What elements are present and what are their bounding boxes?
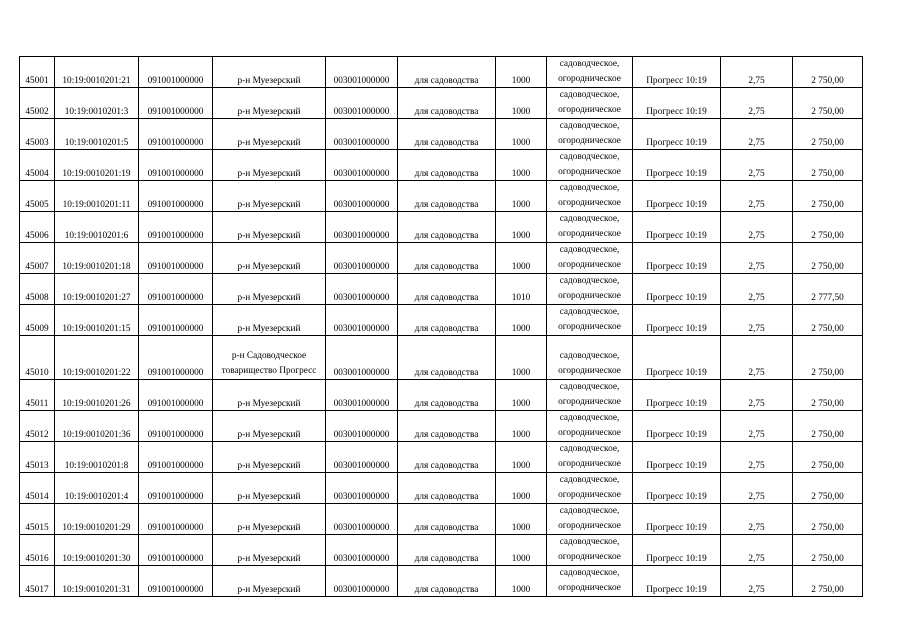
cell-record-number: 45005 bbox=[20, 181, 55, 212]
cell-permitted-use: для садоводства bbox=[398, 150, 496, 181]
cell-record-number: 45003 bbox=[20, 119, 55, 150]
cell-category-code: 003001000000 bbox=[326, 119, 398, 150]
table-row bbox=[20, 150, 863, 181]
use-type-line-2: огородническое bbox=[558, 290, 621, 301]
cell-record-number: 45001 bbox=[20, 57, 55, 88]
cell-amount: 2 750,00 bbox=[793, 57, 863, 88]
cell-category-code: 003001000000 bbox=[326, 442, 398, 473]
cell-permitted-use: для садоводства bbox=[398, 119, 496, 150]
use-type-line-2: огородническое bbox=[558, 458, 621, 469]
cell-permitted-use: для садоводства bbox=[398, 411, 496, 442]
cell-cadastral-number: 10:19:0010201:36 bbox=[55, 411, 139, 442]
table-row bbox=[20, 305, 863, 336]
cell-location: р-н Муезерский bbox=[213, 212, 326, 243]
cell-use-type bbox=[547, 305, 633, 336]
use-type-line-1: садоводческое, bbox=[559, 537, 620, 547]
table-row bbox=[20, 473, 863, 504]
cell-category-code: 003001000000 bbox=[326, 150, 398, 181]
cell-rate: 2,75 bbox=[721, 181, 793, 212]
cell-location: р-н Муезерский bbox=[213, 473, 326, 504]
cell-location: р-н Муезерский bbox=[213, 181, 326, 212]
cell-record-number: 45014 bbox=[20, 473, 55, 504]
cell-cadastral-number: 10:19:0010201:6 bbox=[55, 212, 139, 243]
cell-category-code: 003001000000 bbox=[326, 504, 398, 535]
cell-location: р-н Садоводческое товарищество Прогресс bbox=[213, 336, 326, 380]
cell-permitted-use: для садоводства bbox=[398, 380, 496, 411]
cell-area: 1000 bbox=[496, 212, 547, 243]
cell-permitted-use: для садоводства bbox=[398, 305, 496, 336]
cell-okato-code: 091001000000 bbox=[139, 336, 213, 380]
cell-association: Прогресс 10:19 bbox=[633, 274, 721, 305]
cell-okato-code: 091001000000 bbox=[139, 57, 213, 88]
table-row bbox=[20, 88, 863, 119]
cell-cadastral-number: 10:19:0010201:29 bbox=[55, 504, 139, 535]
cell-use-type bbox=[547, 380, 633, 411]
cell-okato-code: 091001000000 bbox=[139, 150, 213, 181]
cell-cadastral-number: 10:19:0010201:8 bbox=[55, 442, 139, 473]
land-registry-table bbox=[19, 56, 863, 597]
cell-area: 1000 bbox=[496, 566, 547, 597]
cell-permitted-use: для садоводства bbox=[398, 274, 496, 305]
cell-use-type bbox=[547, 88, 633, 119]
use-type-line-1: садоводческое, bbox=[559, 183, 620, 193]
use-type-line-1: садоводческое, bbox=[559, 307, 620, 317]
use-type-line-1: садоводческое, bbox=[559, 121, 620, 131]
cell-okato-code: 091001000000 bbox=[139, 305, 213, 336]
cell-association: Прогресс 10:19 bbox=[633, 442, 721, 473]
cell-category-code: 003001000000 bbox=[326, 274, 398, 305]
cell-amount: 2 750,00 bbox=[793, 212, 863, 243]
cell-use-type bbox=[547, 442, 633, 473]
use-type-line-2: огородническое bbox=[558, 135, 621, 146]
cell-rate: 2,75 bbox=[721, 380, 793, 411]
table-row bbox=[20, 504, 863, 535]
cell-amount: 2 750,00 bbox=[793, 473, 863, 504]
table-row bbox=[20, 535, 863, 566]
cell-okato-code: 091001000000 bbox=[139, 442, 213, 473]
cell-use-type bbox=[547, 411, 633, 442]
use-type-line-2: огородническое bbox=[558, 259, 621, 270]
use-type-line-1: садоводческое, bbox=[559, 152, 620, 162]
cell-okato-code: 091001000000 bbox=[139, 274, 213, 305]
cell-okato-code: 091001000000 bbox=[139, 535, 213, 566]
cell-okato-code: 091001000000 bbox=[139, 212, 213, 243]
cell-permitted-use: для садоводства bbox=[398, 504, 496, 535]
cell-cadastral-number: 10:19:0010201:5 bbox=[55, 119, 139, 150]
cell-location: р-н Муезерский bbox=[213, 57, 326, 88]
cell-okato-code: 091001000000 bbox=[139, 243, 213, 274]
cell-category-code: 003001000000 bbox=[326, 57, 398, 88]
cell-cadastral-number: 10:19:0010201:18 bbox=[55, 243, 139, 274]
use-type-line-1: садоводческое, bbox=[559, 444, 620, 454]
use-type-line-2: огородническое bbox=[558, 104, 621, 115]
cell-location: р-н Муезерский bbox=[213, 566, 326, 597]
cell-okato-code: 091001000000 bbox=[139, 411, 213, 442]
use-type-line-1: садоводческое, bbox=[559, 214, 620, 224]
cell-cadastral-number: 10:19:0010201:21 bbox=[55, 57, 139, 88]
cell-area: 1000 bbox=[496, 88, 547, 119]
cell-record-number: 45002 bbox=[20, 88, 55, 119]
cell-amount: 2 750,00 bbox=[793, 566, 863, 597]
cell-location: р-н Муезерский bbox=[213, 442, 326, 473]
cell-cadastral-number: 10:19:0010201:31 bbox=[55, 566, 139, 597]
cell-permitted-use: для садоводства bbox=[398, 88, 496, 119]
cell-amount: 2 750,00 bbox=[793, 243, 863, 274]
cell-permitted-use: для садоводства bbox=[398, 473, 496, 504]
cell-cadastral-number: 10:19:0010201:19 bbox=[55, 150, 139, 181]
cell-category-code: 003001000000 bbox=[326, 566, 398, 597]
cell-okato-code: 091001000000 bbox=[139, 566, 213, 597]
cell-use-type bbox=[547, 57, 633, 88]
cell-permitted-use: для садоводства bbox=[398, 566, 496, 597]
table-body bbox=[20, 57, 863, 597]
cell-area: 1000 bbox=[496, 411, 547, 442]
cell-association: Прогресс 10:19 bbox=[633, 535, 721, 566]
cell-amount: 2 750,00 bbox=[793, 336, 863, 380]
use-type-line-2: огородническое bbox=[558, 520, 621, 531]
cell-use-type bbox=[547, 566, 633, 597]
cell-cadastral-number: 10:19:0010201:11 bbox=[55, 181, 139, 212]
cell-location: р-н Муезерский bbox=[213, 274, 326, 305]
table-row bbox=[20, 181, 863, 212]
use-type-line-1: садоводческое, bbox=[559, 90, 620, 100]
cell-location: р-н Муезерский bbox=[213, 243, 326, 274]
cell-record-number: 45009 bbox=[20, 305, 55, 336]
cell-okato-code: 091001000000 bbox=[139, 181, 213, 212]
use-type-line-1: садоводческое, bbox=[559, 382, 620, 392]
cell-amount: 2 750,00 bbox=[793, 535, 863, 566]
cell-rate: 2,75 bbox=[721, 243, 793, 274]
cell-record-number: 45013 bbox=[20, 442, 55, 473]
cell-location: р-н Муезерский bbox=[213, 535, 326, 566]
cell-area: 1000 bbox=[496, 535, 547, 566]
table-row bbox=[20, 119, 863, 150]
use-type-line-1: садоводческое, bbox=[559, 506, 620, 516]
cell-rate: 2,75 bbox=[721, 336, 793, 380]
use-type-line-1: садоводческое, bbox=[559, 568, 620, 578]
cell-amount: 2 750,00 bbox=[793, 181, 863, 212]
cell-rate: 2,75 bbox=[721, 473, 793, 504]
use-type-line-1: садоводческое, bbox=[559, 245, 620, 255]
cell-permitted-use: для садоводства bbox=[398, 336, 496, 380]
cell-permitted-use: для садоводства bbox=[398, 181, 496, 212]
cell-okato-code: 091001000000 bbox=[139, 473, 213, 504]
use-type-line-2: огородническое bbox=[558, 166, 621, 177]
table-row bbox=[20, 57, 863, 88]
cell-category-code: 003001000000 bbox=[326, 380, 398, 411]
cell-area: 1000 bbox=[496, 181, 547, 212]
cell-location: р-н Муезерский bbox=[213, 88, 326, 119]
cell-permitted-use: для садоводства bbox=[398, 243, 496, 274]
cell-location: р-н Муезерский bbox=[213, 150, 326, 181]
cell-record-number: 45004 bbox=[20, 150, 55, 181]
use-type-line-2: огородническое bbox=[558, 365, 621, 376]
cell-category-code: 003001000000 bbox=[326, 243, 398, 274]
cell-category-code: 003001000000 bbox=[326, 212, 398, 243]
table-row bbox=[20, 212, 863, 243]
cell-association: Прогресс 10:19 bbox=[633, 88, 721, 119]
cell-category-code: 003001000000 bbox=[326, 181, 398, 212]
cell-okato-code: 091001000000 bbox=[139, 504, 213, 535]
cell-location: р-н Муезерский bbox=[213, 305, 326, 336]
cell-rate: 2,75 bbox=[721, 442, 793, 473]
cell-cadastral-number: 10:19:0010201:15 bbox=[55, 305, 139, 336]
cell-permitted-use: для садоводства bbox=[398, 442, 496, 473]
cell-area: 1000 bbox=[496, 305, 547, 336]
use-type-line-2: огородническое bbox=[558, 396, 621, 407]
cell-association: Прогресс 10:19 bbox=[633, 243, 721, 274]
cell-rate: 2,75 bbox=[721, 305, 793, 336]
cell-record-number: 45012 bbox=[20, 411, 55, 442]
cell-rate: 2,75 bbox=[721, 411, 793, 442]
cell-association: Прогресс 10:19 bbox=[633, 336, 721, 380]
cell-rate: 2,75 bbox=[721, 150, 793, 181]
use-type-line-1: садоводческое, bbox=[559, 413, 620, 423]
cell-rate: 2,75 bbox=[721, 274, 793, 305]
use-type-line-1: садоводческое, bbox=[559, 351, 620, 361]
cell-record-number: 45016 bbox=[20, 535, 55, 566]
table-row bbox=[20, 274, 863, 305]
cell-amount: 2 750,00 bbox=[793, 119, 863, 150]
cell-association: Прогресс 10:19 bbox=[633, 57, 721, 88]
cell-rate: 2,75 bbox=[721, 212, 793, 243]
cell-okato-code: 091001000000 bbox=[139, 119, 213, 150]
use-type-line-2: огородническое bbox=[558, 228, 621, 239]
cell-record-number: 45006 bbox=[20, 212, 55, 243]
cell-association: Прогресс 10:19 bbox=[633, 411, 721, 442]
cell-area: 1000 bbox=[496, 473, 547, 504]
use-type-line-2: огородническое bbox=[558, 551, 621, 562]
cell-category-code: 003001000000 bbox=[326, 535, 398, 566]
cell-use-type bbox=[547, 274, 633, 305]
cell-association: Прогресс 10:19 bbox=[633, 473, 721, 504]
table-row bbox=[20, 243, 863, 274]
cell-area: 1000 bbox=[496, 380, 547, 411]
cell-record-number: 45011 bbox=[20, 380, 55, 411]
cell-permitted-use: для садоводства bbox=[398, 535, 496, 566]
cell-cadastral-number: 10:19:0010201:26 bbox=[55, 380, 139, 411]
use-type-line-1: садоводческое, bbox=[559, 475, 620, 485]
cell-area: 1000 bbox=[496, 504, 547, 535]
cell-location: р-н Муезерский bbox=[213, 504, 326, 535]
use-type-line-2: огородническое bbox=[558, 73, 621, 84]
cell-permitted-use: для садоводства bbox=[398, 57, 496, 88]
table-row bbox=[20, 336, 863, 380]
cell-permitted-use: для садоводства bbox=[398, 212, 496, 243]
cell-association: Прогресс 10:19 bbox=[633, 119, 721, 150]
cell-category-code: 003001000000 bbox=[326, 305, 398, 336]
cell-category-code: 003001000000 bbox=[326, 473, 398, 504]
cell-use-type bbox=[547, 535, 633, 566]
cell-association: Прогресс 10:19 bbox=[633, 566, 721, 597]
cell-cadastral-number: 10:19:0010201:30 bbox=[55, 535, 139, 566]
cell-rate: 2,75 bbox=[721, 504, 793, 535]
cell-record-number: 45017 bbox=[20, 566, 55, 597]
cell-category-code: 003001000000 bbox=[326, 336, 398, 380]
cell-association: Прогресс 10:19 bbox=[633, 212, 721, 243]
cell-category-code: 003001000000 bbox=[326, 411, 398, 442]
cell-use-type bbox=[547, 504, 633, 535]
cell-amount: 2 750,00 bbox=[793, 380, 863, 411]
use-type-line-1: садоводческое, bbox=[559, 276, 620, 286]
use-type-line-2: огородническое bbox=[558, 489, 621, 500]
cell-use-type bbox=[547, 150, 633, 181]
cell-use-type bbox=[547, 336, 633, 380]
cell-record-number: 45015 bbox=[20, 504, 55, 535]
cell-rate: 2,75 bbox=[721, 119, 793, 150]
cell-area: 1000 bbox=[496, 442, 547, 473]
cell-association: Прогресс 10:19 bbox=[633, 504, 721, 535]
cell-use-type bbox=[547, 243, 633, 274]
cell-rate: 2,75 bbox=[721, 566, 793, 597]
cell-association: Прогресс 10:19 bbox=[633, 305, 721, 336]
cell-record-number: 45010 bbox=[20, 336, 55, 380]
cell-amount: 2 750,00 bbox=[793, 150, 863, 181]
cell-rate: 2,75 bbox=[721, 535, 793, 566]
cell-record-number: 45007 bbox=[20, 243, 55, 274]
table-row bbox=[20, 442, 863, 473]
use-type-line-2: огородническое bbox=[558, 197, 621, 208]
table-row bbox=[20, 380, 863, 411]
cell-amount: 2 777,50 bbox=[793, 274, 863, 305]
cell-amount: 2 750,00 bbox=[793, 305, 863, 336]
cell-area: 1010 bbox=[496, 274, 547, 305]
cell-location: р-н Муезерский bbox=[213, 380, 326, 411]
use-type-line-2: огородническое bbox=[558, 427, 621, 438]
use-type-line-1: садоводческое, bbox=[559, 59, 620, 69]
cell-category-code: 003001000000 bbox=[326, 88, 398, 119]
cell-cadastral-number: 10:19:0010201:4 bbox=[55, 473, 139, 504]
cell-amount: 2 750,00 bbox=[793, 442, 863, 473]
cell-area: 1000 bbox=[496, 57, 547, 88]
cell-amount: 2 750,00 bbox=[793, 504, 863, 535]
use-type-line-2: огородническое bbox=[558, 321, 621, 332]
cell-cadastral-number: 10:19:0010201:22 bbox=[55, 336, 139, 380]
cell-area: 1000 bbox=[496, 150, 547, 181]
cell-cadastral-number: 10:19:0010201:27 bbox=[55, 274, 139, 305]
table-row bbox=[20, 566, 863, 597]
cell-amount: 2 750,00 bbox=[793, 88, 863, 119]
cell-cadastral-number: 10:19:0010201:3 bbox=[55, 88, 139, 119]
cell-location: р-н Муезерский bbox=[213, 411, 326, 442]
cell-association: Прогресс 10:19 bbox=[633, 181, 721, 212]
cell-use-type bbox=[547, 181, 633, 212]
cell-location: р-н Муезерский bbox=[213, 119, 326, 150]
cell-okato-code: 091001000000 bbox=[139, 88, 213, 119]
cell-area: 1000 bbox=[496, 119, 547, 150]
cell-amount: 2 750,00 bbox=[793, 411, 863, 442]
cell-record-number: 45008 bbox=[20, 274, 55, 305]
cell-association: Прогресс 10:19 bbox=[633, 150, 721, 181]
cell-association: Прогресс 10:19 bbox=[633, 380, 721, 411]
cell-use-type bbox=[547, 212, 633, 243]
table-row bbox=[20, 411, 863, 442]
cell-rate: 2,75 bbox=[721, 57, 793, 88]
cell-use-type bbox=[547, 473, 633, 504]
use-type-line-2: огородническое bbox=[558, 582, 621, 593]
cell-use-type bbox=[547, 119, 633, 150]
cell-area: 1000 bbox=[496, 336, 547, 380]
cell-okato-code: 091001000000 bbox=[139, 380, 213, 411]
cell-area: 1000 bbox=[496, 243, 547, 274]
cell-rate: 2,75 bbox=[721, 88, 793, 119]
